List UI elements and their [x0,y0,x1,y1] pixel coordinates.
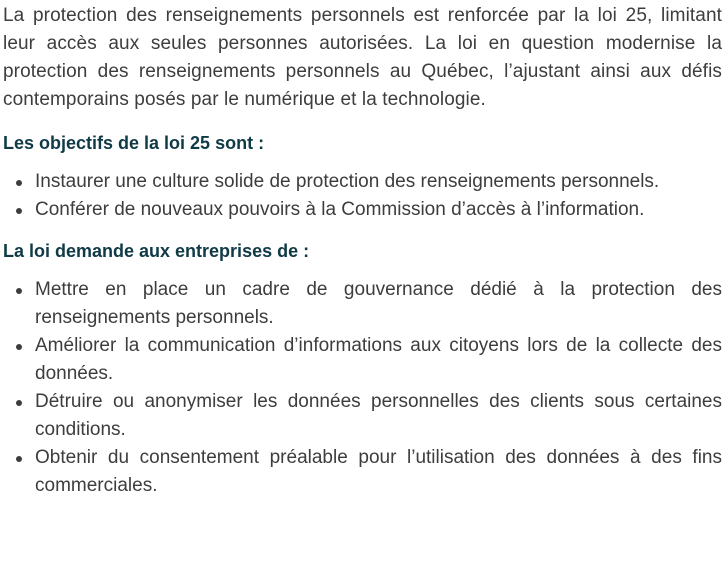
bullet-icon [16,400,22,406]
requirements-heading: La loi demande aux entreprises de : [3,241,310,261]
bullet-icon [16,288,22,294]
intro-paragraph: La protection des renseignements personnels est renforcée par la loi 25, limitant leur accès aux seules personnes autorisées. La loi en question modernise la protection des renseignements personnels au Québec, l’ajustant ainsi aux défis contemporains posés par le numérique et la technologie. [3,5,722,110]
requirements-list [3,276,722,500]
bullet-icon [16,456,22,462]
list-item [3,168,722,196]
list-item-text: Obtenir du consentement préalable pour l’utilisation des données à des fins commerciales. [35,447,722,496]
list-item-text: Mettre en place un cadre de gouvernance dédié à la protection des renseignements personnels. [35,279,722,328]
list-item [3,196,722,224]
objectives-list [3,168,722,224]
bullet-icon [16,344,22,350]
objectives-heading: Les objectifs de la loi 25 sont : [3,133,265,153]
list-item-text: Améliorer la communication d’informations aux citoyens lors de la collecte des données. [35,335,722,384]
list-item-text: Conférer de nouveaux pouvoirs à la Commission d’accès à l’information. [35,199,645,220]
bullet-icon [16,208,22,214]
list-item-text: Instaurer une culture solide de protection des renseignements personnels. [35,171,660,192]
list-item [3,276,722,332]
list-item [3,332,722,388]
list-item-text: Détruire ou anonymiser les données personnelles des clients sous certaines conditions. [35,391,722,440]
list-item [3,388,722,444]
list-item [3,444,722,500]
bullet-icon [16,180,22,186]
